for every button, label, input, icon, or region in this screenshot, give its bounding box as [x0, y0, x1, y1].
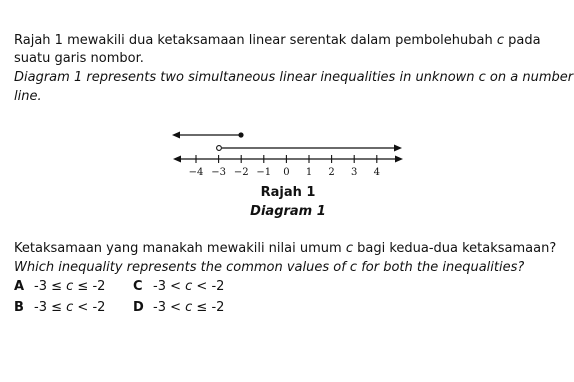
option-a[interactable]: [14, 278, 105, 296]
option-d-var: c: [185, 300, 193, 315]
option-c-pre: -3 <: [153, 279, 186, 294]
question-english: Which inequality represents the common values of c for both the inequalities?: [14, 260, 525, 275]
option-b-post: < -2: [73, 300, 106, 315]
axis-tick-label: −1: [256, 167, 272, 178]
axis-tick-label: −3: [211, 167, 226, 178]
axis-tick-label: 3: [351, 167, 358, 178]
option-c-letter: C: [133, 279, 143, 294]
closed-dot-minus-2: [238, 132, 243, 137]
stem-malay-text: Rajah 1 mewakili dua ketaksamaan linear serentak dalam pembolehubah: [14, 33, 497, 48]
axis-tick-labels: [189, 167, 380, 178]
upper-ray-left-arrow: [172, 132, 180, 139]
variable-c: c: [345, 241, 353, 256]
axis-tick-label: −4: [188, 167, 204, 178]
option-a-letter: A: [14, 279, 25, 294]
axis-tick-label: −2: [233, 167, 249, 178]
option-b-var: c: [66, 300, 74, 315]
figure-caption-english: Diagram 1: [250, 204, 326, 219]
option-d-letter: D: [133, 300, 144, 315]
option-b-letter: B: [14, 300, 24, 315]
lower-ray-right-arrow: [394, 145, 402, 152]
stem-malay-text-end: pada: [504, 33, 541, 48]
stem-english-line1: Diagram 1 represents two simultaneous linear inequalities in unknown c on a number: [14, 70, 574, 85]
axis-tick-label: 0: [283, 167, 290, 178]
option-c-var: c: [185, 279, 193, 294]
axis-tick-label: 4: [373, 167, 380, 178]
option-c-post: < -2: [192, 279, 225, 294]
variable-c: c: [496, 33, 505, 48]
option-d[interactable]: [133, 299, 224, 317]
option-b[interactable]: [14, 299, 105, 317]
option-a-var: c: [66, 279, 74, 294]
option-b-pre: -3 ≤: [34, 300, 67, 315]
axis-tick-label: 1: [305, 167, 313, 178]
open-dot-minus-3: [217, 146, 222, 151]
option-c[interactable]: [133, 278, 224, 296]
question-malay: [14, 240, 556, 258]
option-d-post: ≤ -2: [192, 300, 225, 315]
option-a-post: ≤ -2: [73, 279, 106, 294]
stem-english-line2: line.: [14, 89, 42, 104]
stem-malay-line2: suatu garis nombor.: [14, 51, 144, 66]
figure-caption-malay: Rajah 1: [260, 185, 316, 200]
axis-left-arrow: [173, 156, 181, 163]
question-malay-post: bagi kedua-dua ketaksamaan?: [352, 241, 557, 256]
axis-tick-label: 2: [328, 167, 335, 178]
question-malay-pre: Ketaksamaan yang manakah mewakili nilai umum: [14, 241, 346, 256]
option-d-pre: -3 <: [153, 300, 186, 315]
axis-right-arrow: [395, 156, 403, 163]
option-a-pre: -3 ≤: [34, 279, 67, 294]
